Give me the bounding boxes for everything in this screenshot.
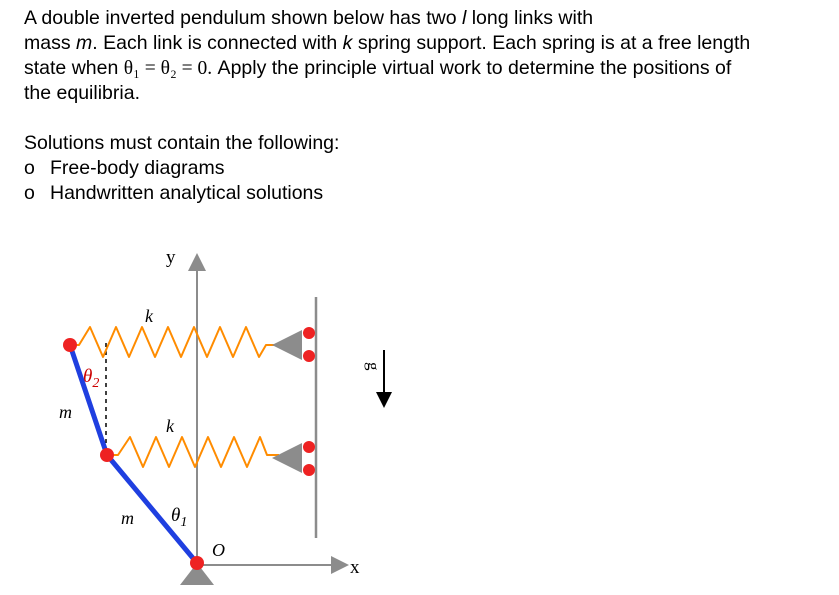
bullet-icon: o bbox=[24, 157, 35, 179]
joint-top bbox=[63, 338, 77, 352]
requirement-text: Handwritten analytical solutions bbox=[50, 182, 324, 204]
problem-text: long links with bbox=[466, 7, 594, 29]
spring-top bbox=[70, 327, 279, 357]
requirements-heading: Solutions must contain the following: bbox=[24, 132, 340, 154]
bullet-icon: o bbox=[24, 182, 35, 204]
free-length-equation: θ₁ = θ₂ = 0. bbox=[123, 58, 213, 79]
spring-top-label: k bbox=[145, 306, 153, 326]
spring-bottom-label: k bbox=[166, 416, 174, 436]
roller-support-bottom bbox=[272, 441, 315, 476]
problem-text: spring support. Each spring is at a free length bbox=[352, 32, 751, 54]
problem-line-4: the equilibria. bbox=[24, 82, 140, 104]
theta2-label: $\theta_2$ bbox=[83, 366, 100, 391]
theta1-label: $\theta_1$ bbox=[171, 505, 188, 530]
problem-text: Apply the principle virtual work to determine the positions of bbox=[212, 57, 732, 79]
variable-k: k bbox=[342, 32, 353, 54]
problem-text: A double inverted pendulum shown below has two bbox=[24, 7, 462, 29]
requirement-text: Free-body diagrams bbox=[50, 157, 225, 179]
gravity-label: g bbox=[364, 362, 383, 371]
joint-base bbox=[190, 556, 204, 570]
problem-text: state when bbox=[24, 57, 124, 79]
y-axis-label: y bbox=[166, 247, 176, 268]
origin-label: O bbox=[212, 540, 225, 560]
variable-l: l bbox=[461, 7, 467, 29]
mass-label-top: m bbox=[59, 402, 72, 422]
link-upper bbox=[70, 345, 107, 455]
variable-m: m bbox=[76, 32, 93, 54]
problem-text: . Each link is connected with bbox=[92, 32, 343, 54]
mass-label-bottom: m bbox=[121, 508, 134, 528]
problem-text: mass bbox=[24, 32, 77, 54]
roller-support-top bbox=[272, 327, 315, 362]
x-axis-label: x bbox=[350, 557, 360, 578]
joint-middle bbox=[100, 448, 114, 462]
spring-bottom bbox=[107, 437, 279, 467]
